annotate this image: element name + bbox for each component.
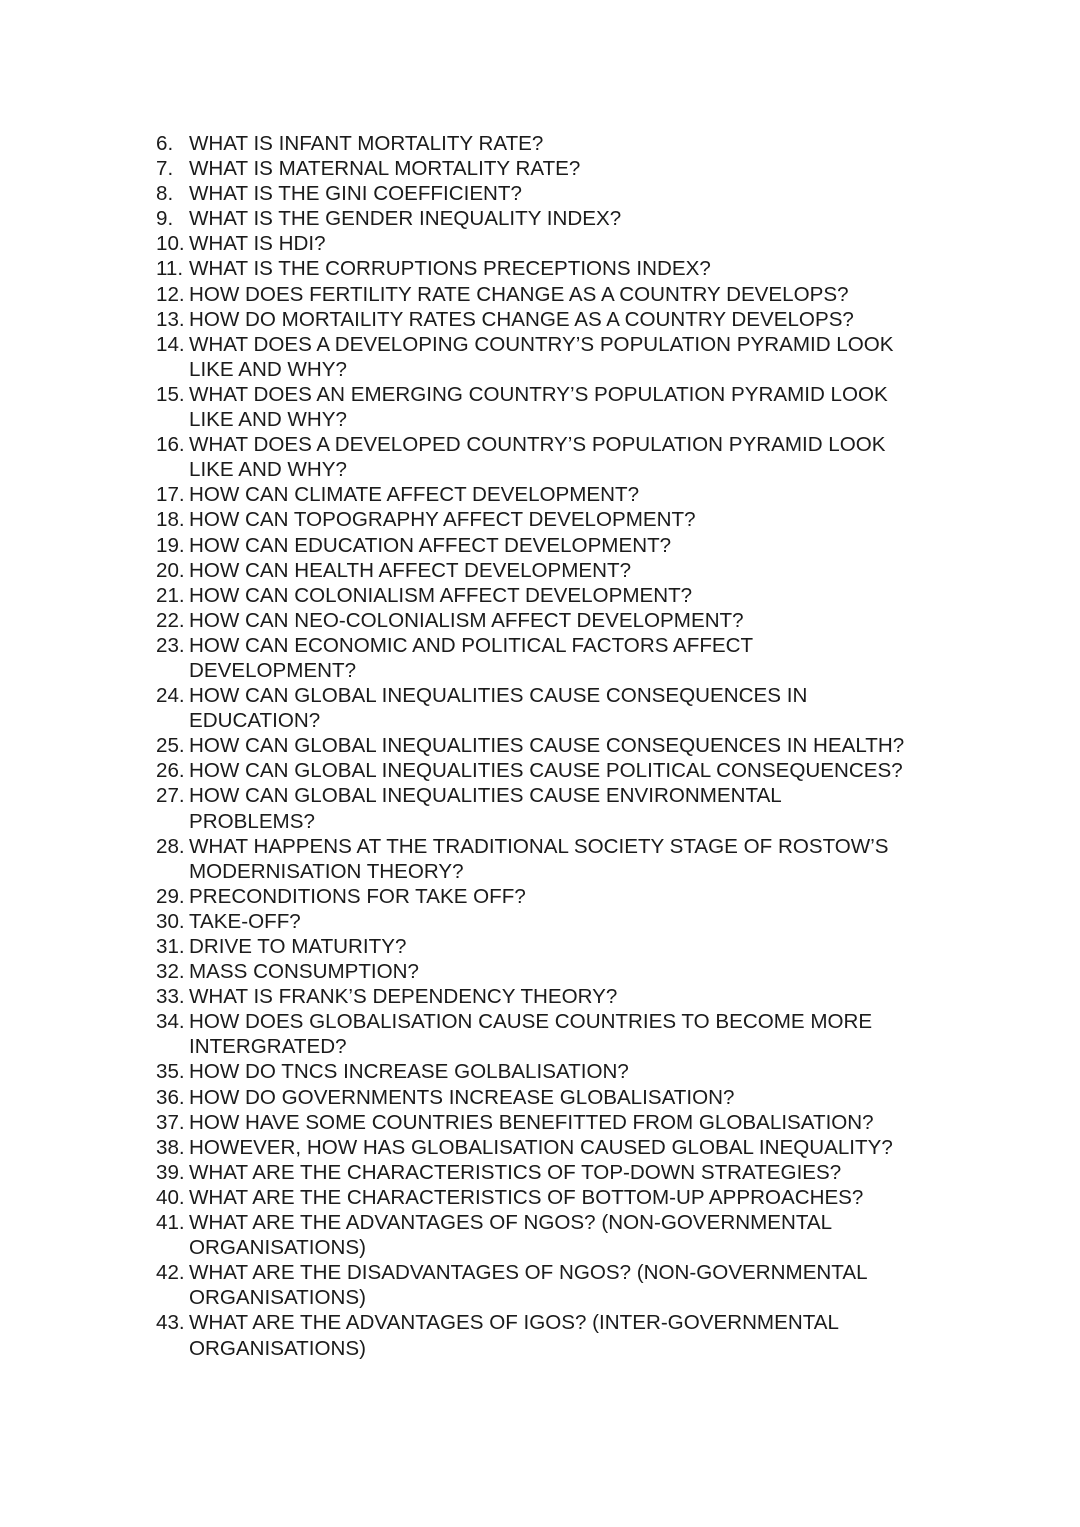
- question-text-line: ORGANISATIONS): [189, 1236, 366, 1260]
- question-text-line: WHAT ARE THE CHARACTERISTICS OF TOP-DOWN STRATEGIES?: [189, 1160, 842, 1184]
- question-text-line: HOW CAN NEO-COLONIALISM AFFECT DEVELOPMENT?: [189, 608, 744, 632]
- question-text: [189, 909, 956, 934]
- question-item: [156, 1059, 956, 1084]
- question-text: [189, 482, 956, 507]
- question-item: [156, 834, 956, 884]
- question-item: [156, 482, 956, 507]
- question-list: [156, 131, 956, 1361]
- question-text-line: HOW DOES FERTILITY RATE CHANGE AS A COUNTRY DEVELOPS?: [189, 282, 849, 306]
- question-item: [156, 432, 956, 482]
- question-text-line: WHAT IS HDI?: [189, 232, 326, 256]
- question-number: 11.: [156, 257, 184, 281]
- question-item: [156, 1210, 956, 1260]
- question-number: 17.: [156, 483, 185, 507]
- question-number: 34.: [156, 1010, 185, 1034]
- question-text-line: MASS CONSUMPTION?: [189, 960, 419, 984]
- question-text-line: HOW DOES GLOBALISATION CAUSE COUNTRIES TO BECOME MORE: [189, 1010, 873, 1034]
- question-text: [189, 382, 956, 432]
- question-text-line: LIKE AND WHY?: [189, 408, 347, 432]
- question-text-line: HOWEVER, HOW HAS GLOBALISATION CAUSED GLOBAL INEQUALITY?: [189, 1135, 893, 1159]
- question-text: [189, 1210, 956, 1260]
- question-number: 26.: [156, 759, 185, 783]
- question-text: [189, 834, 956, 884]
- question-text-line: WHAT IS THE GINI COEFFICIENT?: [189, 182, 522, 206]
- question-text: [189, 1310, 956, 1360]
- question-text-line: WHAT IS INFANT MORTALITY RATE?: [189, 132, 544, 155]
- question-item: [156, 307, 956, 332]
- question-item: [156, 533, 956, 558]
- question-item: [156, 131, 956, 156]
- question-text: [189, 282, 956, 307]
- question-item: [156, 206, 956, 231]
- question-text: [189, 156, 956, 181]
- question-item: [156, 758, 956, 783]
- question-number: 43.: [156, 1311, 185, 1335]
- question-number: 41.: [156, 1211, 185, 1235]
- question-number: 14.: [156, 332, 185, 356]
- question-item: [156, 558, 956, 583]
- question-text: [189, 959, 956, 984]
- question-number: 12.: [156, 282, 185, 306]
- question-item: [156, 156, 956, 181]
- question-text-line: HOW CAN GLOBAL INEQUALITIES CAUSE CONSEQUENCES IN: [189, 684, 808, 708]
- question-text-line: WHAT DOES A DEVELOPED COUNTRY’S POPULATION PYRAMID LOOK: [189, 433, 886, 457]
- question-item: [156, 909, 956, 934]
- question-number: 13.: [156, 307, 185, 331]
- question-text-line: DRIVE TO MATURITY?: [189, 935, 407, 958]
- question-text: [189, 1085, 956, 1110]
- question-text: [189, 884, 956, 909]
- question-item: [156, 633, 956, 683]
- question-item: [156, 959, 956, 984]
- question-number: 15.: [156, 382, 185, 406]
- question-item: [156, 884, 956, 909]
- question-item: [156, 984, 956, 1009]
- question-text-line: LIKE AND WHY?: [189, 458, 347, 482]
- question-text-line: DEVELOPMENT?: [189, 658, 357, 682]
- question-number: 25.: [156, 734, 185, 758]
- question-item: [156, 934, 956, 959]
- question-item: [156, 1135, 956, 1160]
- question-text-line: ORGANISATIONS): [189, 1286, 366, 1310]
- question-number: 39.: [156, 1160, 185, 1184]
- question-item: [156, 282, 956, 307]
- question-number: 9.: [156, 207, 174, 231]
- question-text: [189, 131, 956, 156]
- question-number: 36.: [156, 1085, 185, 1109]
- question-item: [156, 1009, 956, 1059]
- question-text-line: HOW CAN GLOBAL INEQUALITIES CAUSE POLITICAL CONSEQUENCES?: [189, 759, 903, 783]
- question-text-line: WHAT IS MATERNAL MORTALITY RATE?: [189, 157, 581, 181]
- question-number: 32.: [156, 960, 185, 984]
- question-text-line: WHAT ARE THE DISADVANTAGES OF NGOS? (NON-GOVERNMENTAL: [189, 1261, 868, 1285]
- question-number: 30.: [156, 909, 185, 933]
- question-text: [189, 583, 956, 608]
- question-text-line: MODERNISATION THEORY?: [189, 859, 464, 883]
- question-text-line: LIKE AND WHY?: [189, 357, 347, 381]
- question-text-line: WHAT IS FRANK’S DEPENDENCY THEORY?: [189, 985, 618, 1009]
- question-number: 16.: [156, 433, 185, 457]
- question-text-line: WHAT DOES AN EMERGING COUNTRY’S POPULATION PYRAMID LOOK: [189, 382, 888, 406]
- question-text-line: HOW CAN COLONIALISM AFFECT DEVELOPMENT?: [189, 583, 693, 607]
- question-item: [156, 733, 956, 758]
- question-number: 24.: [156, 684, 185, 708]
- question-number: 23.: [156, 633, 185, 657]
- question-item: [156, 1085, 956, 1110]
- question-text-line: WHAT ARE THE CHARACTERISTICS OF BOTTOM-UP APPROACHES?: [189, 1185, 864, 1209]
- question-number: 33.: [156, 985, 185, 1009]
- question-number: 29.: [156, 884, 185, 908]
- question-text: [189, 1110, 956, 1135]
- question-item: [156, 231, 956, 256]
- question-number: 21.: [156, 583, 185, 607]
- question-number: 8.: [156, 182, 174, 206]
- question-number: 38.: [156, 1135, 185, 1159]
- question-text: [189, 783, 956, 833]
- question-item: [156, 1260, 956, 1310]
- question-text-line: ORGANISATIONS): [189, 1336, 366, 1360]
- question-item: [156, 332, 956, 382]
- question-text-line: HOW HAVE SOME COUNTRIES BENEFITTED FROM GLOBALISATION?: [189, 1110, 874, 1134]
- question-text-line: WHAT DOES A DEVELOPING COUNTRY’S POPULATION PYRAMID LOOK: [189, 332, 894, 356]
- question-item: [156, 683, 956, 733]
- question-text: [189, 432, 956, 482]
- question-number: 22.: [156, 608, 185, 632]
- question-item: [156, 181, 956, 206]
- question-number: 42.: [156, 1261, 185, 1285]
- question-text-line: WHAT HAPPENS AT THE TRADITIONAL SOCIETY STAGE OF ROSTOW’S: [189, 834, 889, 858]
- question-text: [189, 1059, 956, 1084]
- question-text: [189, 332, 956, 382]
- question-text: [189, 758, 956, 783]
- question-item: [156, 1110, 956, 1135]
- question-number: 18.: [156, 508, 185, 532]
- question-item: [156, 256, 956, 281]
- question-text-line: WHAT ARE THE ADVANTAGES OF IGOS? (INTER-GOVERNMENTAL: [189, 1311, 839, 1335]
- question-number: 27.: [156, 784, 185, 808]
- question-text-line: EDUCATION?: [189, 709, 321, 733]
- question-text: [189, 1009, 956, 1059]
- question-item: [156, 507, 956, 532]
- question-text-line: HOW CAN GLOBAL INEQUALITIES CAUSE CONSEQUENCES IN HEALTH?: [189, 734, 905, 758]
- question-number: 10.: [156, 232, 185, 256]
- question-text-line: HOW DO MORTAILITY RATES CHANGE AS A COUNTRY DEVELOPS?: [189, 307, 854, 331]
- question-text-line: WHAT ARE THE ADVANTAGES OF NGOS? (NON-GOVERNMENTAL: [189, 1211, 833, 1235]
- question-text-line: PRECONDITIONS FOR TAKE OFF?: [189, 884, 526, 908]
- question-text: [189, 558, 956, 583]
- question-number: 40.: [156, 1185, 185, 1209]
- question-text: [189, 256, 956, 281]
- question-text: [189, 608, 956, 633]
- question-text-line: HOW CAN HEALTH AFFECT DEVELOPMENT?: [189, 558, 632, 582]
- question-text-line: HOW CAN ECONOMIC AND POLITICAL FACTORS AFFECT: [189, 633, 754, 657]
- question-text-line: PROBLEMS?: [189, 809, 315, 833]
- question-text: [189, 206, 956, 231]
- question-text: [189, 231, 956, 256]
- question-number: 37.: [156, 1110, 185, 1134]
- question-number: 35.: [156, 1060, 185, 1084]
- question-text-line: HOW CAN GLOBAL INEQUALITIES CAUSE ENVIRONMENTAL: [189, 784, 782, 808]
- question-text: [189, 533, 956, 558]
- question-text: [189, 1135, 956, 1160]
- question-text-line: INTERGRATED?: [189, 1035, 347, 1059]
- question-item: [156, 583, 956, 608]
- question-text-line: HOW CAN EDUCATION AFFECT DEVELOPMENT?: [189, 533, 672, 557]
- question-text: [189, 733, 956, 758]
- question-text-line: HOW DO GOVERNMENTS INCREASE GLOBALISATION?: [189, 1085, 735, 1109]
- question-text: [189, 1160, 956, 1185]
- question-text: [189, 683, 956, 733]
- question-text: [189, 507, 956, 532]
- question-number: 20.: [156, 558, 185, 582]
- question-text-line: WHAT IS THE CORRUPTIONS PRECEPTIONS INDEX?: [189, 257, 711, 281]
- question-number: 28.: [156, 834, 185, 858]
- question-number: 19.: [156, 533, 185, 557]
- question-item: [156, 608, 956, 633]
- question-text-line: HOW CAN CLIMATE AFFECT DEVELOPMENT?: [189, 483, 640, 507]
- question-number: 31.: [156, 935, 185, 958]
- question-item: [156, 382, 956, 432]
- question-number: 6.: [156, 132, 174, 155]
- question-text: [189, 934, 956, 959]
- question-text-line: WHAT IS THE GENDER INEQUALITY INDEX?: [189, 207, 622, 231]
- question-number: 7.: [156, 157, 174, 181]
- question-text: [189, 307, 956, 332]
- question-text-line: TAKE-OFF?: [189, 909, 301, 933]
- question-item: [156, 783, 956, 833]
- question-item: [156, 1310, 956, 1360]
- question-item: [156, 1185, 956, 1210]
- question-item: [156, 1160, 956, 1185]
- question-text: [189, 633, 956, 683]
- question-text-line: HOW DO TNCS INCREASE GOLBALISATION?: [189, 1060, 629, 1084]
- question-text: [189, 984, 956, 1009]
- question-text-line: HOW CAN TOPOGRAPHY AFFECT DEVELOPMENT?: [189, 508, 696, 532]
- question-text: [189, 181, 956, 206]
- question-text: [189, 1185, 956, 1210]
- question-text: [189, 1260, 956, 1310]
